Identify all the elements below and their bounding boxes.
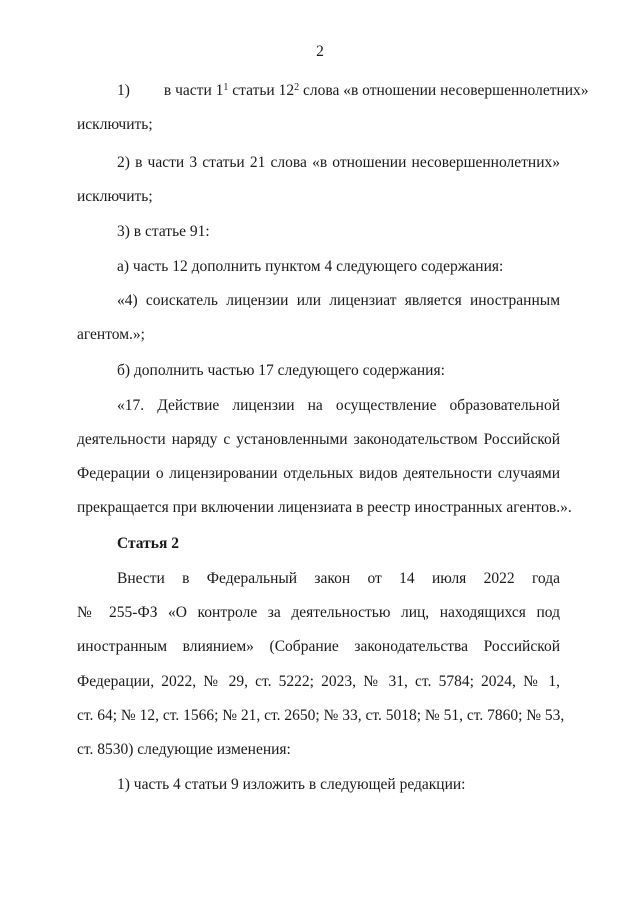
article-2-line-4: Федерации, 2022, № 29, ст. 5222; 2023, № 31, ст. 5784; 2024, № 1, [77, 673, 560, 690]
article-2-line-1: Внести в Федеральный закон от 14 июля 2022 года [117, 570, 560, 587]
item-3a: а) часть 12 дополнить пунктом 4 следующего содержания: [117, 258, 504, 275]
quote-4-line-1: «4) соискатель лицензии или лицензиат является иностранным [117, 292, 560, 309]
item-1-line-1 [117, 81, 589, 101]
item-1-text-a: в части 1 [163, 82, 224, 99]
item-1-text-b: статьи 12 [228, 82, 295, 99]
item-1-superscript-b: 2 [294, 82, 300, 93]
item-1-superscript-a: 1 [223, 82, 229, 93]
item-2-line-2: исключить; [77, 188, 153, 205]
quote-17-line-1: «17. Действие лицензии на осуществление образовательной [117, 397, 560, 414]
article-2-line-6: ст. 8530) следующие изменения: [77, 741, 291, 758]
quote-17-line-3: Федерации о лицензировании отдельных видов деятельности случаями [77, 465, 560, 482]
item-1-number: 1) [117, 82, 130, 99]
article-2-line-5: ст. 64; № 12, ст. 1566; № 21, ст. 2650; № 33, ст. 5018; № 51, ст. 7860; № 53, [77, 707, 565, 724]
item-3: 3) в статье 91: [117, 223, 210, 240]
item-1-line-2: исключить; [77, 116, 153, 133]
item-3b: б) дополнить частью 17 следующего содержания: [117, 362, 445, 379]
page-number: 2 [316, 43, 324, 60]
item-1-text-c: слова «в отношении несовершеннолетних» [299, 82, 589, 99]
article-2-item-1: 1) часть 4 статьи 9 изложить в следующей редакции: [117, 776, 466, 793]
article-2-line-3: иностранным влиянием» (Собрание законодательства Российской [77, 638, 560, 655]
article-2-title: Статья 2 [117, 535, 179, 552]
item-2-line-1: 2) в части 3 статьи 21 слова «в отношении несовершеннолетних» [117, 154, 560, 171]
article-2-line-2: № 255-ФЗ «О контроле за деятельностью лиц, находящихся под [77, 604, 560, 621]
quote-17-line-4: прекращается при включении лицензиата в реестр иностранных агентов.». [77, 499, 572, 516]
quote-17-line-2: деятельности наряду с установленными законодательством Российской [77, 431, 560, 448]
quote-4-line-2: агентом.»; [77, 326, 145, 343]
